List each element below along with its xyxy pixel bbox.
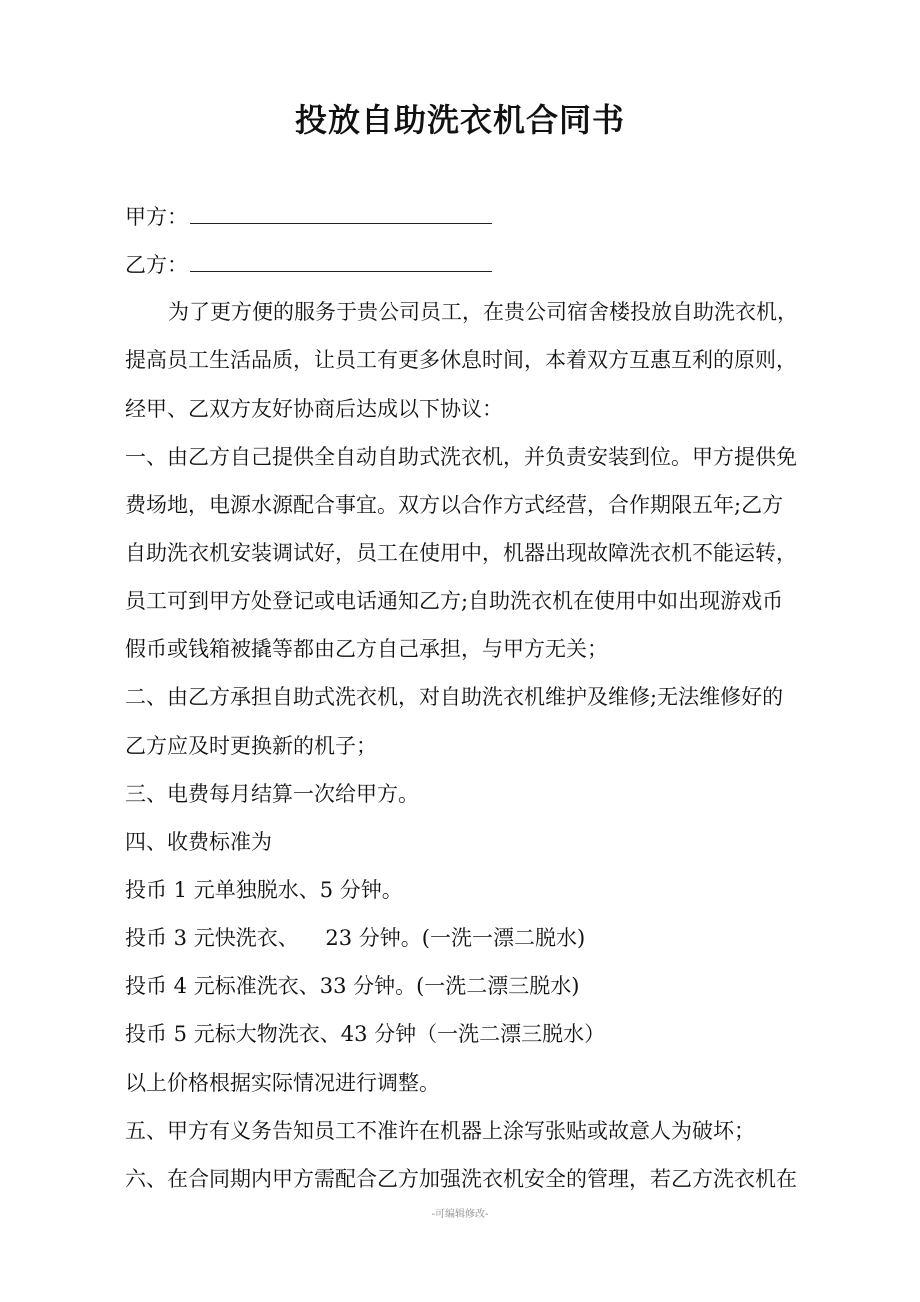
body-line: 经甲、乙双方友好协商后达成以下协议：: [125, 397, 503, 421]
party-a-blank: [190, 201, 492, 224]
clause-1-line: 一、由乙方自己提供全自动自助式洗衣机，并负责安装到位。甲方提供免: [125, 445, 797, 469]
clause-1-line: 员工可到甲方处登记或电话通知乙方;自助洗衣机在使用中如出现游戏币: [125, 589, 784, 613]
price-note-line: 以上价格根据实际情况进行调整。: [125, 1071, 440, 1095]
party-a-label: 甲方：: [125, 205, 188, 229]
body-line: 提高员工生活品质，让员工有更多休息时间，本着双方互惠互利的原则，: [125, 348, 797, 372]
price-line: 投币 4 元标准洗衣、33 分钟。(一洗二漂三脱水): [125, 974, 580, 998]
clause-1-line: 自助洗衣机安装调试好，员工在使用中，机器出现故障洗衣机不能运转，: [125, 541, 797, 565]
clause-4-line: 四、收费标准为: [125, 830, 272, 854]
page-footer: -可编辑修改-: [431, 1209, 489, 1220]
party-b-blank: [190, 249, 492, 272]
document-title: 投放自助洗衣机合同书: [294, 101, 625, 139]
party-b-row: [125, 249, 492, 280]
clause-5-line: 五、甲方有义务告知员工不准许在机器上涂写张贴或故意人为破坏；: [125, 1119, 755, 1143]
party-a-row: [125, 201, 492, 232]
price-line: 投币 5 元标大物洗衣、43 分钟（一洗二漂三脱水）: [125, 1022, 606, 1046]
clause-2-line: 乙方应及时更换新的机子；: [125, 734, 377, 758]
price-line: 投币 3 元快洗衣、 23 分钟。(一洗一漂二脱水): [125, 926, 586, 950]
clause-1-line: 费场地，电源水源配合事宜。双方以合作方式经营，合作期限五年;乙方: [125, 493, 784, 517]
clause-2-line: 二、由乙方承担自助式洗衣机，对自助洗衣机维护及维修;无法维修好的: [125, 685, 784, 709]
clause-6-line: 六、在合同期内甲方需配合乙方加强洗衣机安全的管理，若乙方洗衣机在: [125, 1167, 797, 1191]
body-line: 为了更方便的服务于贵公司员工，在贵公司宿舍楼投放自助洗衣机，: [168, 300, 798, 324]
clause-1-line: 假币或钱箱被撬等都由乙方自己承担，与甲方无关；: [125, 637, 608, 661]
party-b-label: 乙方：: [125, 253, 188, 277]
price-line: 投币 1 元单独脱水、5 分钟。: [125, 878, 403, 902]
clause-3-line: 三、电费每月结算一次给甲方。: [125, 782, 419, 806]
